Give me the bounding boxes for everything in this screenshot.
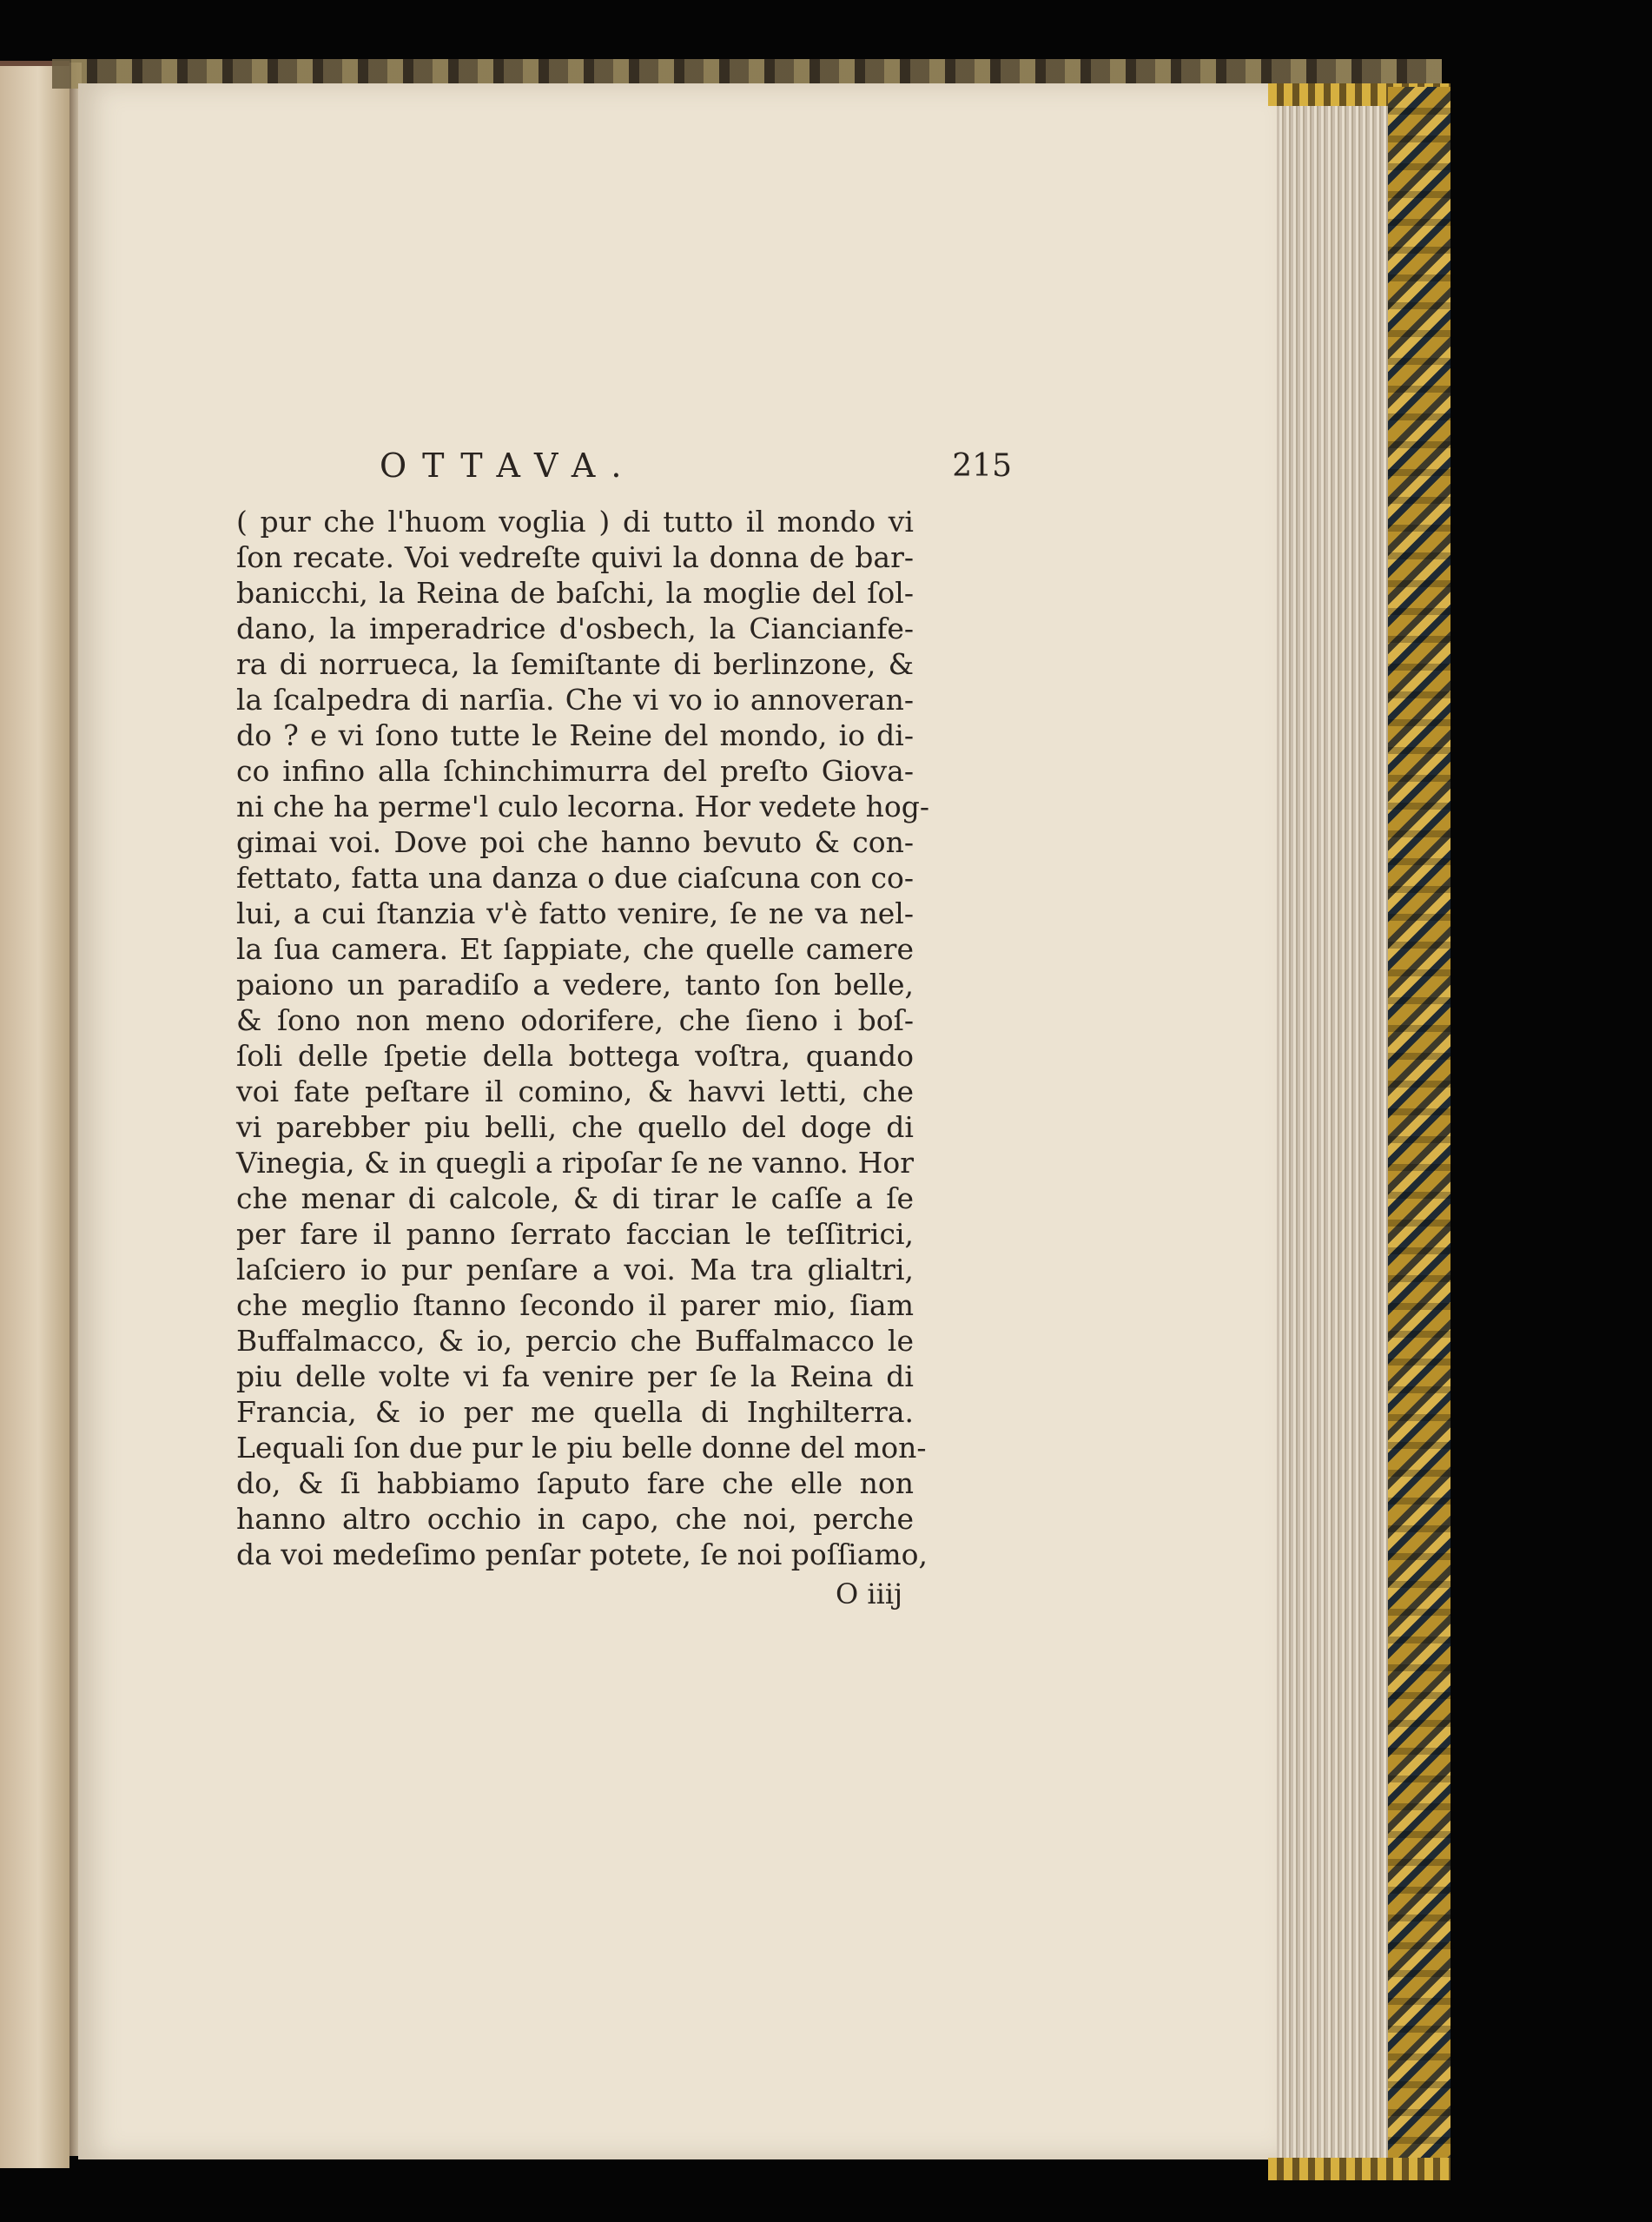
text-line: ſoli delle ſpetie della bottega voſtra, quando bbox=[236, 1039, 914, 1073]
facing-page-edge bbox=[0, 61, 69, 2168]
text-line: per fare il panno ſerrato faccian le teſſitrici, bbox=[236, 1217, 914, 1251]
text-line: hanno altro occhio in capo, che noi, perche bbox=[236, 1502, 914, 1536]
text-line: piu delle volte vi fa venire per ſe la Reina di bbox=[236, 1359, 914, 1393]
text-line: fettato, fatta una danza o due ciaſcuna con co- bbox=[236, 861, 914, 895]
text-line: co infino alla ſchinchimurra del preſto Giova- bbox=[236, 754, 914, 788]
text-line: Francia, & io per me quella di Inghilterra. bbox=[236, 1395, 914, 1429]
text-line: banicchi, la Reina de baſchi, la moglie del ſol- bbox=[236, 576, 914, 610]
text-line: Vinegia, & in quegli a ripoſar ſe ne vanno. Hor bbox=[236, 1146, 914, 1180]
text-line: la ſcalpedra di narſia. Che vi vo io annoveran- bbox=[236, 683, 914, 717]
text-line: & ſono non meno odorifere, che ſieno i boſ- bbox=[236, 1003, 914, 1037]
text-line: lui, a cui ſtanzia v'è fatto venire, ſe ne va nel- bbox=[236, 896, 914, 930]
text-line: da voi medeſimo penſar potete, ſe noi poſſiamo, bbox=[236, 1538, 928, 1571]
text-line: laſciero io pur penſare a voi. Ma tra glialtri, bbox=[236, 1253, 914, 1286]
spine-tailband bbox=[1268, 2158, 1450, 2180]
text-line: Buffalmacco, & io, percio che Buffalmacco le bbox=[236, 1324, 914, 1358]
text-line: do, & ſi habbiamo ſaputo fare che elle non bbox=[236, 1466, 914, 1500]
body-text bbox=[236, 504, 1018, 1572]
text-line: che menar di calcole, & di tirar le caſſe a ſe bbox=[236, 1181, 914, 1215]
text-line: Lequali ſon due pur le piu belle donne del mon- bbox=[236, 1431, 927, 1465]
book-page bbox=[78, 83, 1277, 2159]
text-line: gimai voi. Dove poi che hanno bevuto & con- bbox=[236, 825, 914, 859]
text-line: la ſua camera. Et ſappiate, che quelle camere bbox=[236, 932, 914, 966]
text-line: ni che ha perme'l culo lecorna. Hor vedete hog- bbox=[236, 790, 930, 823]
running-head: OTTAVA. bbox=[380, 446, 638, 485]
text-line: do ? e vi ſono tutte le Reine del mondo, io di- bbox=[236, 718, 914, 752]
text-line: paiono un paradiſo a vedere, tanto ſon belle, bbox=[236, 968, 914, 1002]
text-line: ſon recate. Voi vedreſte quivi la donna de bar- bbox=[236, 540, 914, 574]
page-number: 215 bbox=[952, 448, 1012, 484]
signature-mark: O iiij bbox=[836, 1577, 903, 1610]
page-header bbox=[236, 446, 1018, 504]
text-line: voi fate peſtare il comino, & havvi letti, che bbox=[236, 1075, 914, 1108]
page-edges bbox=[1277, 96, 1388, 2163]
text-line: dano, la imperadrice d'osbech, la Ciancianfe- bbox=[236, 612, 914, 645]
text-line: ( pur che l'huom voglia ) di tutto il mondo vi bbox=[236, 505, 914, 539]
text-block bbox=[236, 446, 1018, 1610]
text-line: vi parebber piu belli, che quello del doge di bbox=[236, 1110, 914, 1144]
gilt-spine-decoration bbox=[1388, 87, 1450, 2180]
text-line: ra di norrueca, la ſemiſtante di berlinzone, & bbox=[236, 647, 914, 681]
text-line: che meglio ſtanno ſecondo il parer mio, ſiam bbox=[236, 1288, 914, 1322]
